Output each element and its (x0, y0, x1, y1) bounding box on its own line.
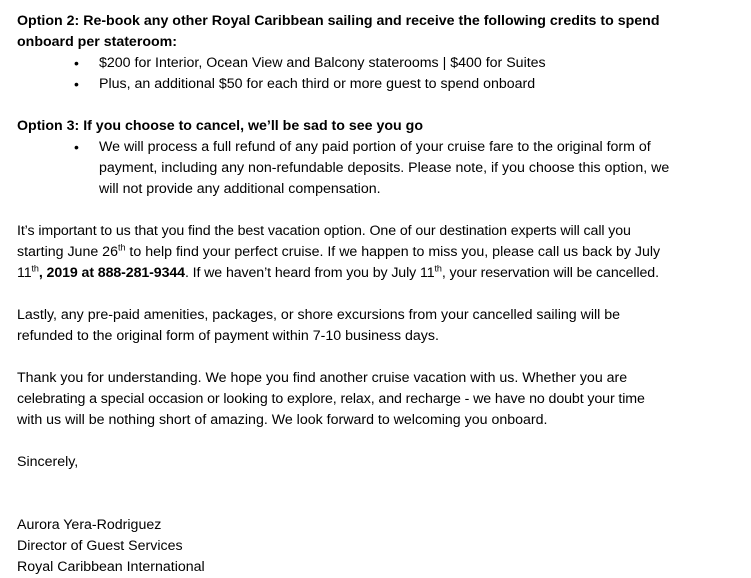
thanks-paragraph (17, 368, 742, 431)
thanks-paragraph-line-2: celebrating a special occasion or looking to explore, relax, and recharge - we have no doubt your time (17, 391, 645, 407)
call-paragraph-line-2 (17, 242, 742, 263)
phone-number-text: , 2019 at 888-281-9344 (38, 265, 185, 281)
spacer (17, 95, 742, 116)
call-paragraph-line-3-end: , your reservation will be cancelled. (441, 265, 659, 281)
refund-paragraph-line-1: Lastly, any pre-paid amenities, packages, or shore excursions from your cancelled sailing will be (17, 307, 620, 323)
call-paragraph (17, 221, 742, 284)
signature-title: Director of Guest Services (17, 538, 183, 554)
option-3-bullet-line-2: payment, including any non-refundable deposits. Please note, if you choose this option, we (99, 160, 670, 176)
deadline-day: 11 (17, 265, 32, 281)
ordinal-suffix: th (117, 242, 126, 253)
option-2-bullet-list (17, 53, 742, 95)
signature-name: Aurora Yera-Rodriguez (17, 517, 162, 533)
refund-paragraph (17, 305, 742, 347)
spacer (17, 347, 742, 368)
thanks-paragraph-line-3: with us will be nothing short of amazing. We look forward to welcoming you onboard. (17, 412, 548, 428)
call-paragraph-line-3-mid: . If we haven’t heard from you by July 11 (184, 265, 435, 281)
spacer (17, 431, 742, 452)
call-paragraph-line-1: It’s important to us that you find the best vacation option. One of our destination experts will call you (17, 223, 631, 239)
call-paragraph-line-3 (17, 263, 742, 284)
signature-company: Royal Caribbean International (17, 559, 205, 575)
refund-paragraph-line-2: refunded to the original form of payment within 7-10 business days. (17, 328, 439, 344)
thanks-paragraph-line-1: Thank you for understanding. We hope you find another cruise vacation with us. Whether you are (17, 370, 628, 386)
signature-spacer (17, 473, 742, 515)
call-date-text: starting June 26 (17, 244, 118, 260)
spacer (17, 200, 742, 221)
option-3-bullet (99, 137, 742, 200)
option-3-bullet-line-1: We will process a full refund of any paid portion of your cruise fare to the original form of (99, 139, 651, 155)
ordinal-suffix: th (434, 263, 442, 274)
option-3-bullet-line-3: will not provide any additional compensation. (99, 181, 381, 197)
option-2-heading-line-1: Option 2: Re-book any other Royal Caribbean sailing and receive the following credits to spend (17, 13, 660, 29)
option-2-heading-line-2: onboard per stateroom: (17, 34, 178, 50)
option-2-bullet-2: • Plus, an additional $50 for each third or more guest to spend onboard (99, 74, 742, 95)
option-2-bullet-1: • $200 for Interior, Ocean View and Balcony staterooms | $400 for Suites (99, 53, 742, 74)
call-paragraph-line-2-rest: to help find your perfect cruise. If we happen to miss you, please call us back by July (125, 244, 661, 260)
closing: Sincerely, (17, 454, 79, 470)
letter-body (17, 11, 742, 578)
ordinal-suffix: th (31, 263, 39, 274)
option-3-bullet-list (17, 137, 742, 200)
option-3-section (17, 116, 742, 200)
signature-block (17, 515, 742, 578)
spacer (17, 284, 742, 305)
option-2-section (17, 11, 742, 95)
option-3-heading: Option 3: If you choose to cancel, we’ll be sad to see you go (17, 118, 423, 134)
